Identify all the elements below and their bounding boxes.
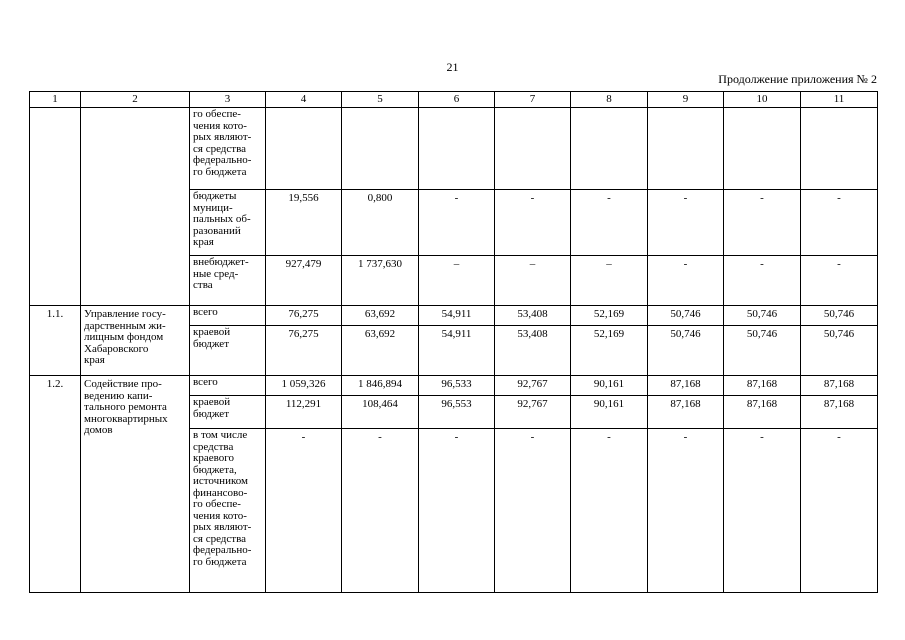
value-cell: - bbox=[571, 429, 648, 593]
table-row bbox=[30, 376, 878, 396]
funding-source-cell: бюджеты муници- пальных об- разований края bbox=[190, 190, 266, 256]
value-cell: 63,692 bbox=[342, 326, 419, 376]
value-cell: - bbox=[801, 190, 878, 256]
value-cell: – bbox=[571, 256, 648, 306]
value-cell: - bbox=[266, 429, 342, 593]
value-cell: - bbox=[724, 256, 801, 306]
continuation-label: Продолжение приложения № 2 bbox=[718, 72, 877, 86]
value-cell: – bbox=[495, 256, 571, 306]
header-cell: 6 bbox=[419, 92, 495, 108]
header-cell: 1 bbox=[30, 92, 81, 108]
value-cell: - bbox=[724, 429, 801, 593]
value-cell: 53,408 bbox=[495, 326, 571, 376]
page-number: 21 bbox=[446, 60, 459, 74]
value-cell: 54,911 bbox=[419, 326, 495, 376]
value-cell: 53,408 bbox=[495, 306, 571, 326]
header-cell: 7 bbox=[495, 92, 571, 108]
value-cell: 52,169 bbox=[571, 306, 648, 326]
value-cell bbox=[801, 108, 878, 190]
header-cell: 9 bbox=[648, 92, 724, 108]
value-cell: 927,479 bbox=[266, 256, 342, 306]
appendix-table bbox=[29, 91, 878, 593]
value-cell: - bbox=[801, 429, 878, 593]
value-cell: 0,800 bbox=[342, 190, 419, 256]
row-number-cell bbox=[30, 108, 81, 306]
value-cell: - bbox=[648, 190, 724, 256]
value-cell: 1 059,326 bbox=[266, 376, 342, 396]
funding-source-cell: го обеспе- чения кото- рых являют- ся средства федерально- го бюджета bbox=[190, 108, 266, 190]
value-cell: 54,911 bbox=[419, 306, 495, 326]
value-cell: 19,556 bbox=[266, 190, 342, 256]
funding-source-cell: краевой бюджет bbox=[190, 326, 266, 376]
header-row bbox=[30, 92, 878, 108]
row-number-cell: 1.2. bbox=[30, 376, 81, 593]
value-cell: 87,168 bbox=[801, 396, 878, 429]
funding-source-cell: краевой бюджет bbox=[190, 396, 266, 429]
value-cell: 50,746 bbox=[801, 326, 878, 376]
value-cell: 50,746 bbox=[724, 306, 801, 326]
value-cell: 87,168 bbox=[724, 396, 801, 429]
header-cell: 8 bbox=[571, 92, 648, 108]
value-cell: - bbox=[342, 429, 419, 593]
value-cell: – bbox=[419, 256, 495, 306]
funding-source-cell: в том числе средства краевого бюджета, источником финансово- го обеспе- чения кото- рых являют- ся средства федерально- го бюджета bbox=[190, 429, 266, 593]
row-number-cell: 1.1. bbox=[30, 306, 81, 376]
funding-source-cell: всего bbox=[190, 306, 266, 326]
value-cell bbox=[648, 108, 724, 190]
value-cell bbox=[419, 108, 495, 190]
table-row bbox=[30, 306, 878, 326]
funding-source-cell: всего bbox=[190, 376, 266, 396]
value-cell: 50,746 bbox=[801, 306, 878, 326]
value-cell: - bbox=[495, 429, 571, 593]
value-cell: 87,168 bbox=[648, 396, 724, 429]
value-cell bbox=[724, 108, 801, 190]
value-cell: 90,161 bbox=[571, 376, 648, 396]
header-cell: 5 bbox=[342, 92, 419, 108]
funding-source-cell: внебюджет- ные сред- ства bbox=[190, 256, 266, 306]
value-cell bbox=[266, 108, 342, 190]
value-cell: - bbox=[801, 256, 878, 306]
value-cell: 87,168 bbox=[724, 376, 801, 396]
value-cell: - bbox=[571, 190, 648, 256]
value-cell: - bbox=[419, 429, 495, 593]
header-cell: 2 bbox=[81, 92, 190, 108]
value-cell bbox=[495, 108, 571, 190]
header-cell: 10 bbox=[724, 92, 801, 108]
value-cell: - bbox=[419, 190, 495, 256]
value-cell: 92,767 bbox=[495, 376, 571, 396]
value-cell: 87,168 bbox=[648, 376, 724, 396]
value-cell: 52,169 bbox=[571, 326, 648, 376]
value-cell: - bbox=[495, 190, 571, 256]
value-cell: 87,168 bbox=[801, 376, 878, 396]
header-cell: 4 bbox=[266, 92, 342, 108]
value-cell bbox=[342, 108, 419, 190]
value-cell: 108,464 bbox=[342, 396, 419, 429]
value-cell: 76,275 bbox=[266, 306, 342, 326]
value-cell: - bbox=[648, 256, 724, 306]
value-cell: 50,746 bbox=[648, 306, 724, 326]
value-cell: 1 737,630 bbox=[342, 256, 419, 306]
value-cell: - bbox=[648, 429, 724, 593]
value-cell: 96,533 bbox=[419, 376, 495, 396]
value-cell: 76,275 bbox=[266, 326, 342, 376]
value-cell: 96,553 bbox=[419, 396, 495, 429]
value-cell: 1 846,894 bbox=[342, 376, 419, 396]
item-name-cell: Содействие про- ведению капи- тального ремонта многоквартирных домов bbox=[81, 376, 190, 593]
value-cell: 90,161 bbox=[571, 396, 648, 429]
table-row bbox=[30, 108, 878, 190]
value-cell bbox=[571, 108, 648, 190]
value-cell: 112,291 bbox=[266, 396, 342, 429]
item-name-cell: Управление госу- дарственным жи- лищным фондом Хабаровского края bbox=[81, 306, 190, 376]
value-cell: - bbox=[724, 190, 801, 256]
value-cell: 50,746 bbox=[648, 326, 724, 376]
header-cell: 3 bbox=[190, 92, 266, 108]
value-cell: 50,746 bbox=[724, 326, 801, 376]
item-name-cell bbox=[81, 108, 190, 306]
header-cell: 11 bbox=[801, 92, 878, 108]
value-cell: 92,767 bbox=[495, 396, 571, 429]
value-cell: 63,692 bbox=[342, 306, 419, 326]
